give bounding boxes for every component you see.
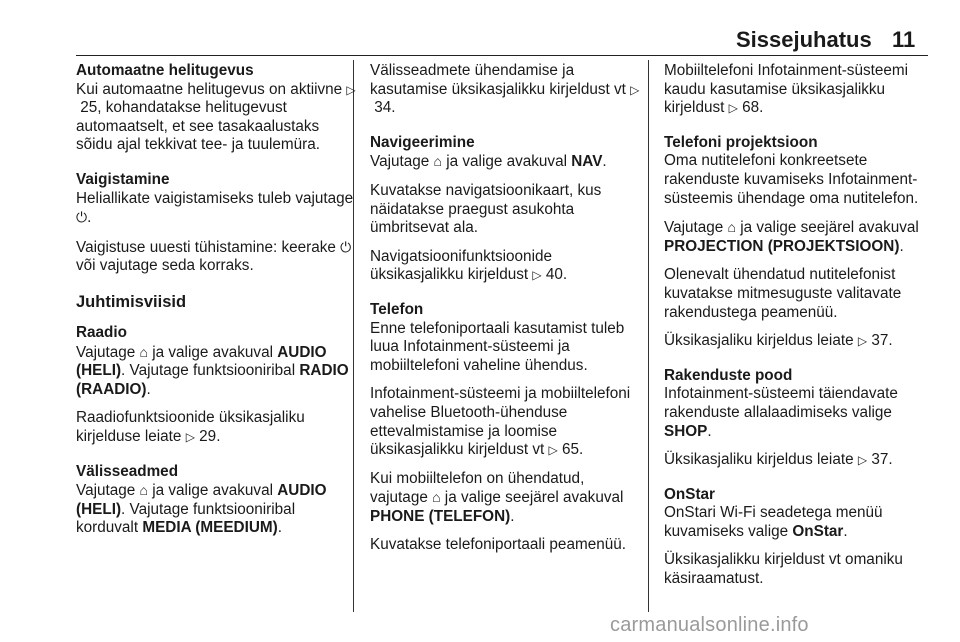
text: . — [277, 519, 282, 537]
text: . — [146, 380, 151, 398]
column-3 — [664, 62, 934, 605]
menu-label: OnStar — [792, 522, 844, 540]
section-heading: Navigeerimine — [370, 133, 475, 151]
paragraph — [370, 152, 640, 172]
paragraph: Kuvatakse telefoniportaali peamenüü. — [370, 536, 626, 554]
page-ref: 37 — [871, 451, 889, 469]
text: . — [602, 153, 607, 171]
paragraph — [76, 481, 358, 538]
paragraph — [76, 81, 358, 155]
section-phone-intro — [664, 62, 934, 118]
text: Raadiofunktsioonide üksikasjaliku kirjelduse leiate — [76, 409, 305, 445]
power-knob-icon: ⏻ — [76, 209, 88, 226]
paragraph — [664, 62, 934, 118]
text: . — [707, 422, 712, 440]
page-ref-triangle-icon: ▷ — [630, 82, 640, 97]
home-button-icon: ⌂ — [433, 153, 442, 170]
paragraph: Oma nutitelefoni konkreetsete rakenduste kuvamiseks Infotainment-süsteemis ühendage oma nutitelefon. — [664, 152, 919, 207]
paragraph — [664, 451, 934, 470]
section-heading: Rakenduste pood — [664, 366, 793, 384]
text: . — [759, 99, 764, 117]
section-external-devices — [76, 463, 358, 538]
text: . — [391, 99, 396, 117]
page-ref: 25 — [80, 99, 98, 117]
watermark: carmanualsonline.info — [610, 614, 809, 636]
text: Kui automaatne helitugevus on aktiivne — [76, 80, 347, 98]
text: ja valige avakuval — [441, 153, 572, 171]
section-heading: Telefoni projektsioon — [664, 133, 818, 151]
text: . — [888, 451, 893, 469]
text: . Vajutage funktsiooniribal korduvalt — [76, 500, 296, 537]
text: ja valige seejärel avakuval — [735, 219, 919, 237]
paragraph — [76, 238, 358, 276]
chapter-title: Sissejuhatus — [736, 27, 872, 52]
text: ja valige seejärel avakuval — [440, 489, 624, 507]
text: , kohandatakse helitugevust automaatselt, et see tasakaalustaks sõidu ajal tekkivat tee- ja tuulemüra. — [76, 99, 321, 154]
text: Vajutage — [76, 343, 140, 361]
section-radio — [76, 324, 358, 447]
text: . — [888, 332, 893, 350]
home-button-icon: ⌂ — [727, 219, 736, 236]
column-1 — [76, 62, 358, 554]
menu-label: SHOP — [664, 422, 708, 440]
page-ref: 65 — [562, 441, 580, 459]
menu-label: RADIO (RAADIO) — [76, 362, 349, 398]
text: Vajutage — [370, 153, 434, 171]
text: Välisseadmete ühendamise ja kasutamise üksikasjalikku kirjeldust vt — [370, 62, 631, 98]
page-ref: 40 — [545, 266, 563, 284]
home-button-icon: ⌂ — [139, 482, 148, 499]
section-heading: Automaatne helitugevus — [76, 62, 254, 79]
page-ref-triangle-icon: ▷ — [532, 268, 542, 283]
page-ref-triangle-icon: ▷ — [857, 453, 868, 468]
paragraph — [76, 190, 358, 228]
section-app-store — [664, 367, 934, 470]
menu-label: PROJECTION (PROJEKTSIOON) — [664, 237, 900, 255]
section-onstar — [664, 486, 934, 589]
text: Vajutage — [664, 219, 728, 237]
text: või vajutage seda korraks. — [76, 257, 254, 275]
section-heading: Raadio — [76, 323, 127, 341]
column-divider — [648, 60, 649, 612]
section-auto-volume — [76, 62, 358, 155]
text: Vajutage — [76, 482, 140, 500]
section-external-intro — [370, 62, 640, 118]
menu-label: AUDIO (HELI) — [76, 343, 327, 380]
text: Infotainment-süsteemi ja mobiiltelefoni vahelise Bluetooth-ühenduse ettevalmistamise ja loomise üksikasjalikku kirjeldust vt — [370, 385, 631, 459]
section-navigation — [370, 134, 640, 285]
page-number: 11 — [892, 27, 916, 52]
paragraph — [664, 218, 934, 256]
paragraph — [370, 470, 640, 527]
text: . — [216, 427, 221, 445]
paragraph: Olenevalt ühendatud nutitelefonist kuvatakse mitmesuguste valitavate rakendustega peamenüü. — [664, 266, 902, 321]
text: . Vajutage funktsiooniribal — [121, 362, 300, 380]
section-heading: OnStar — [664, 485, 715, 503]
text: Mobiiltelefoni Infotainment-süsteemi kaudu kasutamise üksikasjalikku kirjeldust — [664, 62, 909, 117]
section-heading: Vaigistamine — [76, 170, 170, 188]
page-ref-triangle-icon: ▷ — [548, 443, 558, 458]
text: Üksikasjaliku kirjeldus leiate — [664, 332, 858, 350]
text: ja valige avakuval — [147, 343, 278, 361]
text: . — [899, 237, 904, 255]
menu-label: NAV — [571, 153, 603, 171]
page-ref-triangle-icon: ▷ — [346, 82, 356, 97]
menu-label: AUDIO (HELI) — [76, 482, 327, 518]
page-ref: 29 — [199, 427, 217, 445]
page-ref-triangle-icon: ▷ — [728, 101, 738, 116]
section-phone-projection — [664, 134, 934, 351]
menu-label: MEDIA (MEEDIUM) — [142, 519, 278, 537]
power-knob-icon: ⏻ — [340, 238, 352, 255]
paragraph — [76, 409, 358, 446]
text: Infotainment-süsteemi täiendavate rakenduste allalaadimiseks valige — [664, 385, 898, 421]
column-2 — [370, 62, 640, 571]
page-ref: 34 — [374, 99, 392, 117]
text: . — [562, 266, 568, 284]
page-ref: 37 — [871, 332, 889, 350]
text: Heliallikate vaigistamiseks tuleb vajutage — [76, 189, 354, 207]
text: Üksikasjaliku kirjeldus leiate — [664, 451, 858, 469]
home-button-icon: ⌂ — [432, 489, 441, 506]
page-ref: 68 — [742, 99, 760, 117]
paragraph — [664, 504, 934, 541]
text: Navigatsioonifunktsioonide üksikasjalikku kirjeldust — [370, 247, 552, 284]
paragraph: Kuvatakse navigatsioonikaart, kus näidatakse praegust asukohta ümbritsevat ala. — [370, 181, 602, 237]
paragraph — [664, 332, 934, 351]
text: . — [87, 209, 92, 227]
paragraph — [370, 62, 640, 118]
paragraph — [370, 248, 640, 285]
page-ref-triangle-icon: ▷ — [185, 429, 195, 444]
text: Vaigistuse uuesti tühistamine: keerake — [76, 238, 341, 256]
text: . — [843, 522, 848, 540]
paragraph: Enne telefoniportaali kasutamist tuleb luua Infotainment-süsteemi ja mobiiltelefoni vaheline ühendus. — [370, 319, 625, 374]
section-phone — [370, 301, 640, 555]
paragraph — [370, 385, 640, 459]
modes-heading: Juhtimisviisid — [76, 292, 187, 311]
header-rule — [76, 55, 928, 56]
text: ja valige avakuval — [147, 482, 278, 500]
text: OnStari Wi-Fi seadetega menüü kuvamiseks valige — [664, 504, 883, 540]
menu-label: PHONE (TELEFON) — [370, 507, 511, 525]
text: . — [579, 441, 584, 459]
page-ref-triangle-icon: ▷ — [857, 334, 868, 349]
section-heading: Välisseadmed — [76, 462, 179, 480]
section-heading: Telefon — [370, 300, 424, 318]
paragraph — [664, 385, 934, 441]
text: . — [510, 507, 515, 525]
section-mute — [76, 171, 358, 276]
text: Kui mobiiltelefon on ühendatud, vajutage — [370, 469, 585, 507]
paragraph — [76, 343, 358, 400]
paragraph: Üksikasjalikku kirjeldust vt omaniku käsiraamatust. — [664, 551, 903, 588]
home-button-icon: ⌂ — [139, 343, 148, 360]
